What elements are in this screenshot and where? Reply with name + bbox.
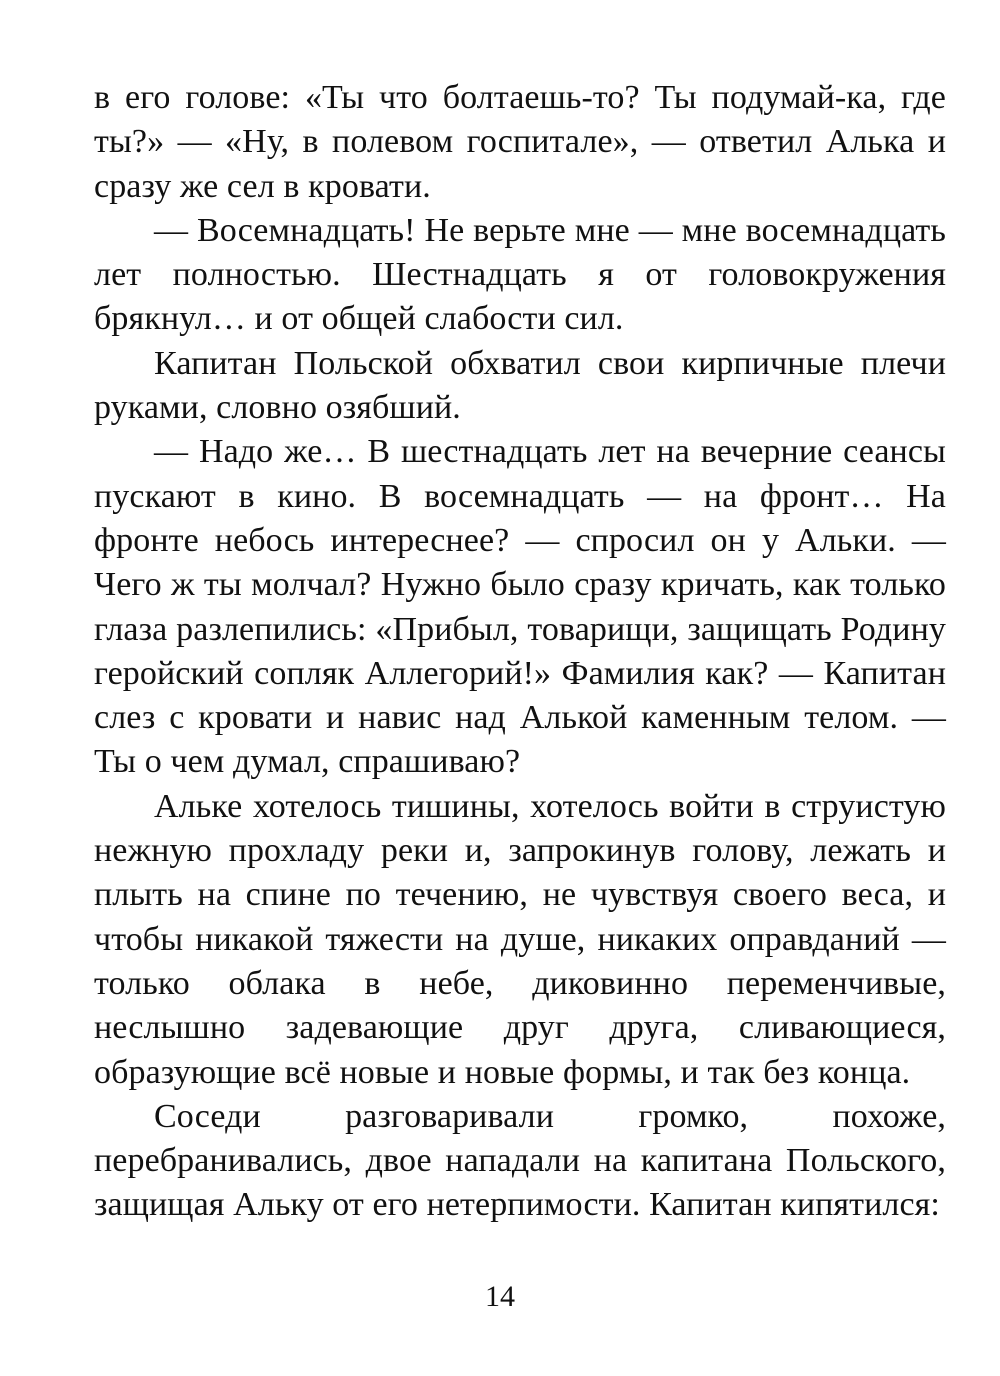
paragraph-1: в его голове: «Ты что болтаешь-то? Ты подумай-ка, где ты?» — «Ну, в полевом госпитале», — ответил Алька и сразу же сел в кровати. — [94, 79, 946, 205]
paragraph-3: Капитан Польской обхватил свои кирпичные плечи руками, словно озябший. — [94, 344, 946, 427]
paragraph-4: — Надо же… В шестнадцать лет на вечерние сеансы пускают в кино. В восемнадцать — на фронт… На фронте небось интереснее? — спросил он у Альки. — Чего ж ты молчал? Нужно было сразу кричать, как только глаза разлепились: «Прибыл, товарищи, защищать Родину геройский сопляк Аллегорий!» Фамилия как? — Капитан слез с кровати и навис над Алькой каменным телом. — Ты о чем думал, спрашиваю? — [94, 433, 946, 781]
paragraph-2: — Восемнадцать! Не верьте мне — мне восемнадцать лет полностью. Шестнадцать я от головокружения брякнул… и от общей слабости сил. — [94, 211, 946, 338]
paragraph-6: Соседи разговаривали громко, похоже, перебранивались, двое нападали на капитана Польского, защищая Альку от его нетерпимости. Капитан кипятился: — [94, 1097, 946, 1224]
page-number: 14 — [485, 1280, 515, 1313]
paragraph-5: Альке хотелось тишины, хотелось войти в струистую нежную прохладу реки и, запрокинув голову, лежать и плыть на спине по течению, не чувствуя своего веса, и чтобы никакой тяжести на душе, никаких оправданий — только облака в небе, диковинно переменчивые, неслышно задевающие друг друга, сливающиеся, образующие всё новые и новые формы, и так без конца. — [94, 787, 946, 1091]
page-body — [94, 76, 946, 1228]
